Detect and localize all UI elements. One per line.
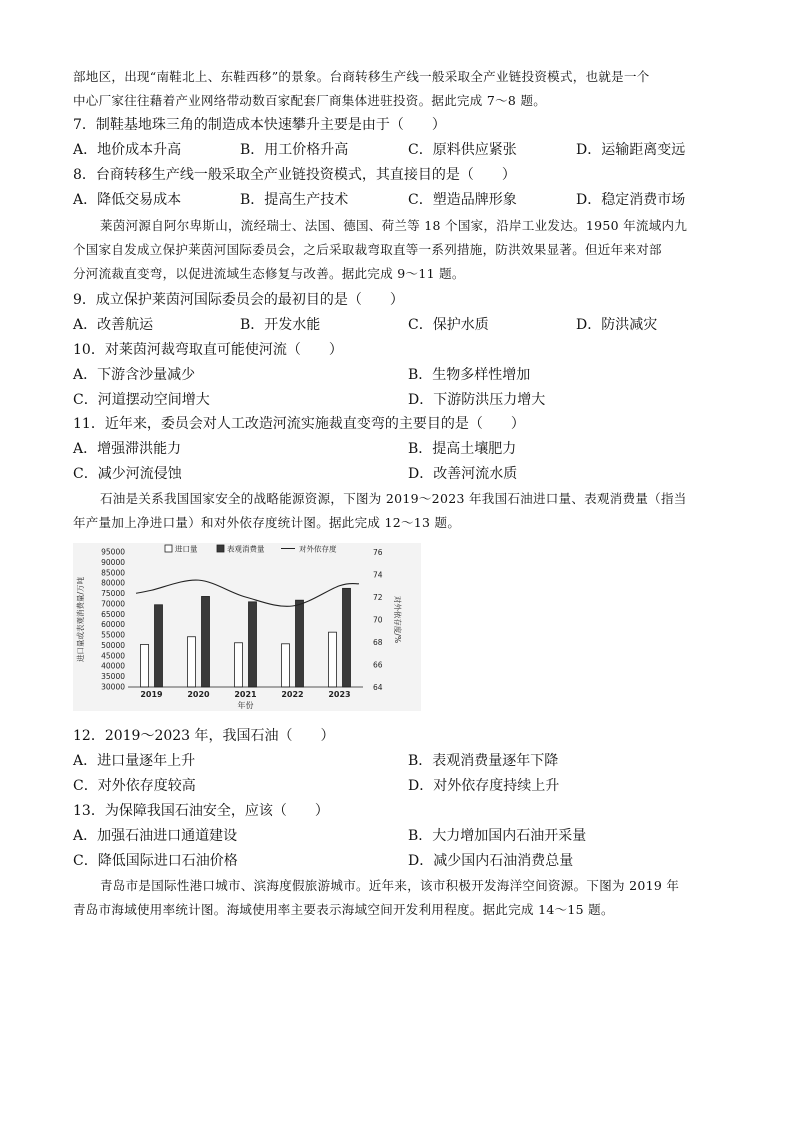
question-7-option-c[interactable]: C．原料供应紧张 xyxy=(408,142,517,158)
question-12-option-d[interactable]: D．对外依存度持续上升 xyxy=(408,778,560,794)
question-12-stem: 12．2019～2023 年，我国石油（ ） xyxy=(73,728,335,744)
question-11-option-b[interactable]: B．提高土壤肥力 xyxy=(408,441,517,457)
y-tick-label: 80000 xyxy=(101,578,125,588)
y-tick-label: 30000 xyxy=(101,682,125,692)
y2-tick-label: 66 xyxy=(373,660,383,670)
import-bar xyxy=(282,644,290,687)
legend-consumption-label: 表观消费量 xyxy=(227,544,265,554)
passage-2-line-2: 个国家自发成立保护莱茵河国际委员会，之后采取裁弯取直等一系列措施，防洪效果显著。但近年来对部 xyxy=(73,242,662,257)
import-bar xyxy=(141,644,149,687)
y2-tick-label: 64 xyxy=(373,683,383,692)
question-7-option-d[interactable]: D．运输距离变远 xyxy=(576,142,686,158)
passage-4-line-2: 青岛市海域使用率统计图。海域使用率主要表示海域空间开发利用程度。据此完成 14～15 题。 xyxy=(73,902,614,917)
x-tick-label: 2020 xyxy=(187,690,210,699)
y-tick-label: 90000 xyxy=(101,557,125,567)
legend-dependency-label: 对外依存度 xyxy=(299,544,337,554)
y2-tick-label: 74 xyxy=(373,570,383,580)
question-8-stem: 8．台商转移生产线一般采取全产业链投资模式，其直接目的是（ ） xyxy=(73,167,516,183)
y-tick-label: 70000 xyxy=(101,599,125,609)
dependency-line xyxy=(136,580,359,606)
consumption-bar xyxy=(155,605,163,687)
y-tick-label: 65000 xyxy=(101,609,125,619)
question-11-option-c[interactable]: C．减少河流侵蚀 xyxy=(73,466,182,482)
passage-1-line-1: 部地区，出现“南鞋北上、东鞋西移”的景象。台商转移生产线一般采取全产业链投资模式，也就是一个 xyxy=(73,69,650,84)
question-11-stem: 11．近年来，委员会对人工改造河流实施裁直变弯的主要目的是（ ） xyxy=(73,416,525,432)
question-9-option-a[interactable]: A．改善航运 xyxy=(73,317,154,333)
consumption-bar xyxy=(296,600,304,687)
oil-import-chart xyxy=(73,543,421,711)
consumption-bar xyxy=(249,602,257,687)
x-tick-label: 2022 xyxy=(281,690,304,699)
y-tick-label: 40000 xyxy=(101,661,125,671)
y2-tick-label: 70 xyxy=(373,615,383,625)
y-tick-label: 50000 xyxy=(101,640,125,650)
question-11-option-d[interactable]: D．改善河流水质 xyxy=(408,466,518,482)
question-9-option-b[interactable]: B．开发水能 xyxy=(240,317,321,333)
y-tick-label: 45000 xyxy=(101,651,125,661)
passage-3-line-1: 石油是关系我国国家安全的战略能源资源，下图为 2019～2023 年我国石油进口量、表观消费量（指当 xyxy=(100,491,687,506)
chart-y-axis-label: 进口量或表观消费量/万吨 xyxy=(76,576,85,663)
y-tick-label: 35000 xyxy=(101,672,125,682)
question-10-option-a[interactable]: A．下游含沙量减少 xyxy=(73,367,196,383)
question-12-option-c[interactable]: C．对外依存度较高 xyxy=(73,778,196,794)
passage-2-line-1: 莱茵河源自阿尔卑斯山，流经瑞士、法国、德国、荷兰等 18 个国家，沿岸工业发达。1950 年流域内九 xyxy=(100,218,688,233)
passage-2-line-3: 分河流裁直变弯，以促进流域生态修复与改善。据此完成 9～11 题。 xyxy=(73,266,465,281)
consumption-bar xyxy=(343,588,351,687)
question-9-option-d[interactable]: D．防洪减灾 xyxy=(576,317,658,333)
question-8-option-a[interactable]: A．降低交易成本 xyxy=(73,192,182,208)
question-13-stem: 13．为保障我国石油安全，应该（ ） xyxy=(73,803,329,819)
question-13-option-a[interactable]: A．加强石油进口通道建设 xyxy=(73,828,238,844)
legend-import-label: 进口量 xyxy=(175,544,198,554)
import-bar xyxy=(235,643,243,687)
y-tick-label: 85000 xyxy=(101,568,125,578)
question-9-stem: 9．成立保护莱茵河国际委员会的最初目的是（ ） xyxy=(73,292,404,308)
question-7-option-b[interactable]: B．用工价格升高 xyxy=(240,142,349,158)
question-12-option-b[interactable]: B．表观消费量逐年下降 xyxy=(408,753,559,769)
x-tick-label: 2021 xyxy=(234,690,257,699)
consumption-bar xyxy=(202,596,210,687)
passage-4-line-1: 青岛市是国际性港口城市、滨海度假旅游城市。近年来，该市积极开发海洋空间资源。下图为 2019 年 xyxy=(100,878,680,893)
x-tick-label: 2019 xyxy=(140,690,163,699)
question-10-option-d[interactable]: D．下游防洪压力增大 xyxy=(408,392,546,408)
legend-import-swatch xyxy=(165,545,172,552)
question-13-option-c[interactable]: C．降低国际进口石油价格 xyxy=(73,853,238,869)
legend-consumption-swatch xyxy=(217,545,224,552)
passage-3-line-2: 年产量加上净进口量）和对外依存度统计图。据此完成 12～13 题。 xyxy=(73,515,461,530)
import-bar xyxy=(188,637,196,687)
question-9-option-c[interactable]: C．保护水质 xyxy=(408,317,489,333)
x-tick-label: 2023 xyxy=(328,690,351,699)
y-tick-label: 75000 xyxy=(101,589,125,599)
y-tick-label: 95000 xyxy=(101,547,125,557)
y2-tick-label: 68 xyxy=(373,638,383,647)
y-tick-label: 55000 xyxy=(101,630,125,640)
question-8-option-c[interactable]: C．塑造品牌形象 xyxy=(408,192,517,208)
oil-chart-svg xyxy=(73,543,421,711)
question-7-option-a[interactable]: A．地价成本升高 xyxy=(73,142,182,158)
y2-tick-label: 72 xyxy=(373,593,383,602)
question-8-option-b[interactable]: B．提高生产技术 xyxy=(240,192,349,208)
question-13-option-d[interactable]: D．减少国内石油消费总量 xyxy=(408,853,574,869)
passage-1-line-2: 中心厂家往往藉着产业网络带动数百家配套厂商集体进驻投资。据此完成 7～8 题。 xyxy=(73,93,547,108)
y-tick-label: 60000 xyxy=(101,620,125,630)
chart-x-axis-label: 年份 xyxy=(237,701,254,710)
import-bar xyxy=(329,632,337,687)
question-11-option-a[interactable]: A．增强滞洪能力 xyxy=(73,441,182,457)
y2-tick-label: 76 xyxy=(373,548,383,557)
question-10-option-c[interactable]: C．河道摆动空间增大 xyxy=(73,392,210,408)
question-13-option-b[interactable]: B．大力增加国内石油开采量 xyxy=(408,828,587,844)
question-12-option-a[interactable]: A．进口量逐年上升 xyxy=(73,753,196,769)
question-10-option-b[interactable]: B．生物多样性增加 xyxy=(408,367,531,383)
question-8-option-d[interactable]: D．稳定消费市场 xyxy=(576,192,686,208)
question-7-stem: 7．制鞋基地珠三角的制造成本快速攀升主要是由于（ ） xyxy=(73,117,446,133)
question-10-stem: 10．对莱茵河裁弯取直可能使河流（ ） xyxy=(73,342,343,358)
chart-y2-axis-label: 对外依存度/% xyxy=(393,595,402,644)
